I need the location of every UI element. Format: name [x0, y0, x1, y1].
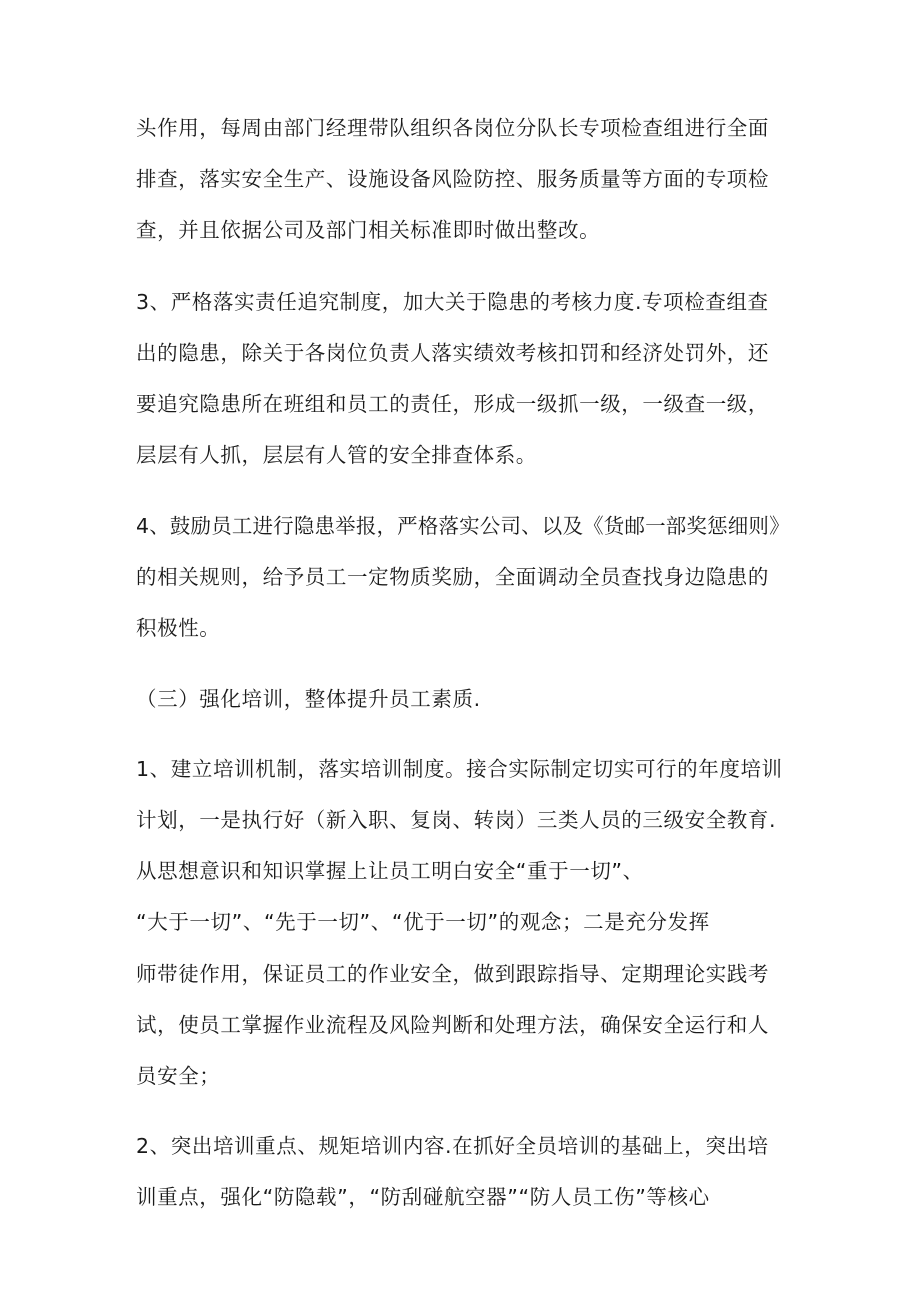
text-line: 4、鼓励员工进行隐患举报，严格落实公司、以及《货邮一部奖惩细则》 — [136, 514, 790, 538]
text-line: 试，使员工掌握作业流程及风险判断和处理方法，确保安全运行和人 — [136, 1013, 769, 1037]
text-line: 头作用，每周由部门经理带队组织各岗位分队长专项检查组进行全面 — [136, 116, 769, 140]
section-heading: （三）强化培训，整体提升员工素质. — [136, 687, 481, 711]
text-line: 积极性。 — [136, 616, 221, 640]
text-line: 从思想意识和知识掌握上让员工明白安全“重于一切”、 — [136, 859, 644, 883]
text-line: 1、建立培训机制，落实培训制度。接合实际制定切实可行的年度培训 — [136, 757, 783, 781]
text-line: 员安全； — [136, 1064, 221, 1088]
text-line: 要追究隐患所在班组和员工的责任，形成一级抓一级，一级查一级， — [136, 392, 769, 416]
text-line: “大于一切”、“先于一切”、“优于一切”的观念；二是充分发挥 — [136, 910, 710, 934]
text-line: 出的隐患，除关于各岗位负责人落实绩效考核扣罚和经济处罚外，还 — [136, 341, 769, 365]
text-line: 查，并且依据公司及部门相关标准即时做出整改。 — [136, 218, 601, 242]
text-line: 排查，落实安全生产、设施设备风险防控、服务质量等方面的专项检 — [136, 167, 769, 191]
text-line: 3、严格落实责任追究制度，加大关于隐患的考核力度.专项检查组查 — [136, 290, 769, 314]
text-line: 计划，一是执行好（新入职、复岗、转岗）三类人员的三级安全教育. — [136, 808, 777, 832]
text-line: 的相关规则，给予员工一定物质奖励，全面调动全员查找身边隐患的 — [136, 565, 769, 589]
text-line: 师带徒作用，保证员工的作业安全，做到跟踪指导、定期理论实践考 — [136, 962, 769, 986]
text-line: 训重点，强化“防隐载”，“防刮碰航空器”“防人员工伤”等核心 — [136, 1185, 710, 1209]
text-line: 2、突出培训重点、规矩培训内容.在抓好全员培训的基础上，突出培 — [136, 1134, 769, 1158]
text-line: 层层有人抓，层层有人管的安全排查体系。 — [136, 443, 537, 467]
